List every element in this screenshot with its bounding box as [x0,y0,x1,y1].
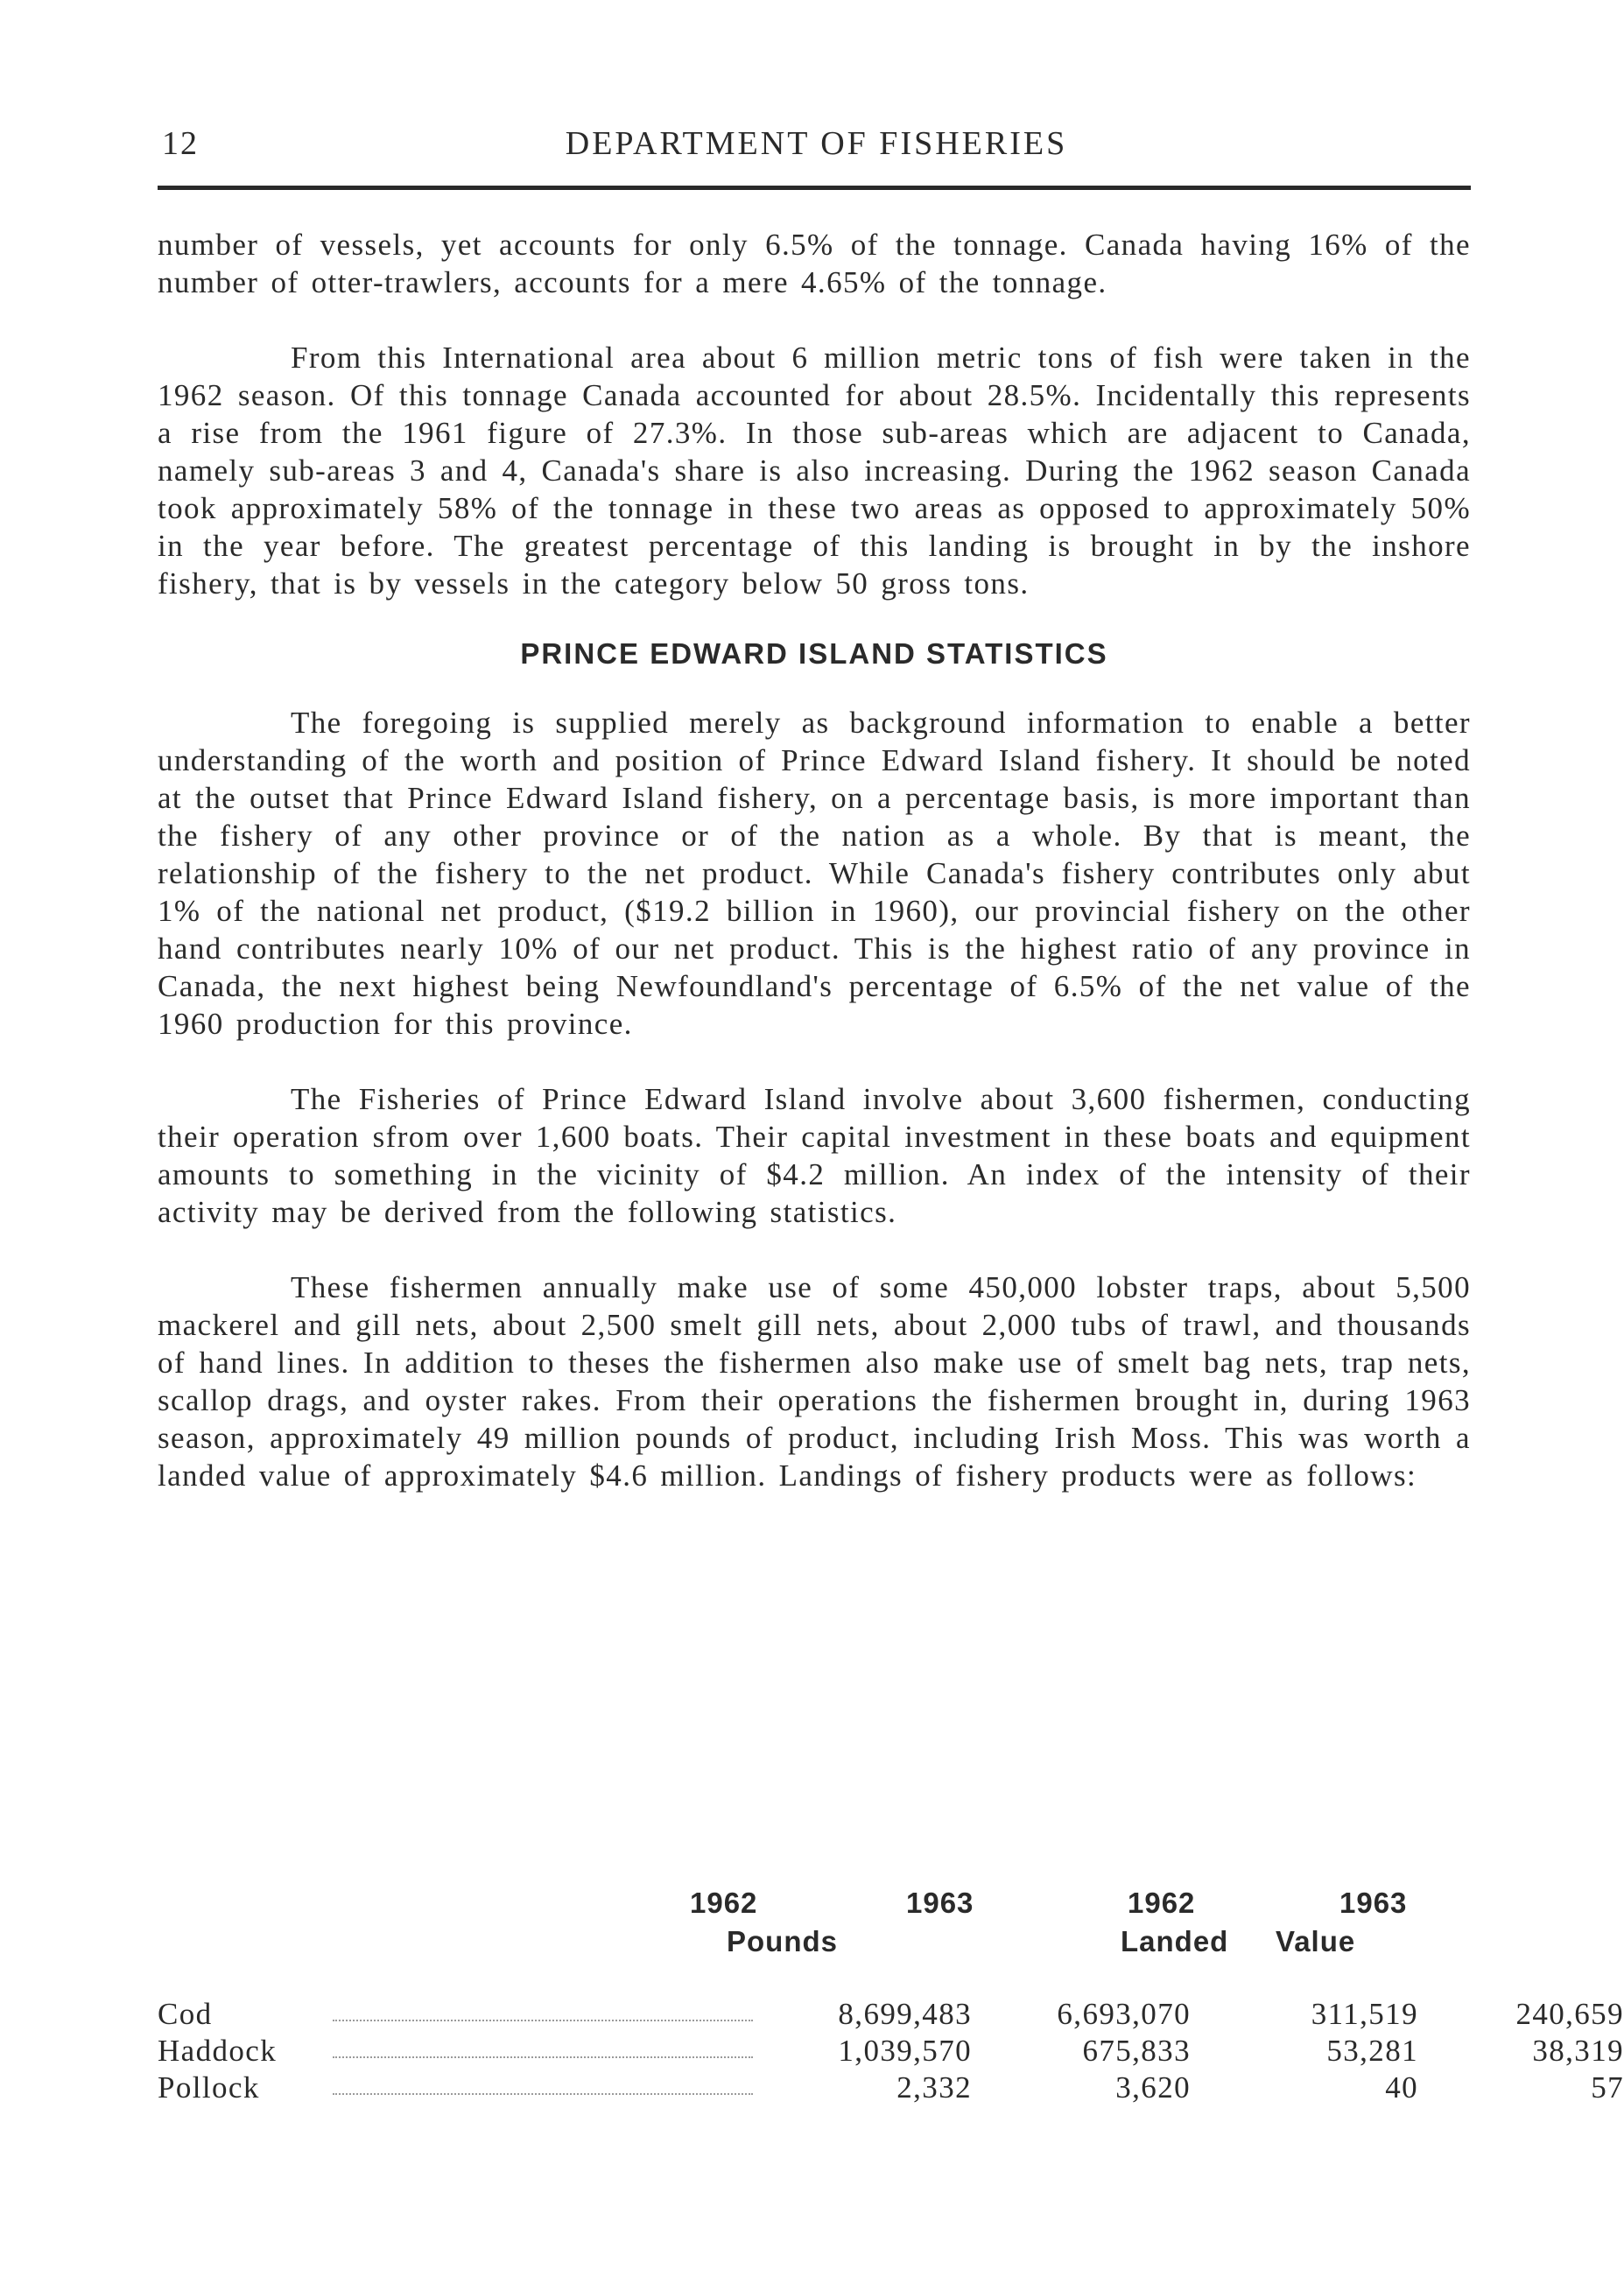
table-row [158,1997,1624,2034]
running-head: DEPARTMENT OF FISHERIES [565,125,1068,162]
section-title: PRINCE EDWARD ISLAND STATISTICS [520,637,1108,670]
value-1962-cell: 40 [1385,2070,1418,2105]
value-1963-cell: 57 [1591,2070,1624,2105]
pounds-1962-cell: 2,332 [896,2070,972,2105]
page-number: 12 [162,125,199,162]
species-label: Pollock [158,2070,260,2105]
species-label: Haddock [158,2034,278,2068]
table-row [158,2070,1624,2107]
column-subheader-pounds: Pounds [727,1925,838,1957]
species-label: Cod [158,1997,213,2031]
paragraph-international-area: From this International area about 6 million metric tons of fish were taken in the 1962 season. Of this tonnage Canada accounted for about 28.5%. Incidentally this represents a rise from the 1961 figure of 27.3%. In those sub-areas which are adjacent to Canada, namely sub-areas 3 and 4, Canada's share is also increasing. During the 1962 season Canada took approximately 58% of the tonnage in these two areas as opposed to approximately 50% in the year before. The greatest percentage of this landing is brought in by the inshore fishery, that is by vessels in the category below 50 gross tons. [158,341,1471,601]
column-header-pounds-1962: 1962 [690,1887,758,1919]
paragraph-continuation: number of vessels, yet accounts for only 6.5% of the tonnage. Canada having 16% of the number of otter-trawlers, accounts for a mere 4.65% of the tonnage. [158,228,1471,299]
column-header-value-1962: 1962 [1128,1887,1196,1919]
paragraph-fishermen: The Fisheries of Prince Edward Island involve about 3,600 fishermen, conducting their operation sfrom over 1,600 boats. Their capital investment in these boats and equipment amounts to something in the vicinity of $4.2 million. An index of the intensity of their activity may be derived from the following statistics. [158,1082,1471,1229]
table-row [158,2034,1624,2070]
page-header [162,124,1471,177]
landings-table [158,1887,1624,2107]
value-1962-cell: 53,281 [1326,2034,1418,2068]
value-1962-cell: 311,519 [1311,1997,1418,2031]
table-header-units [158,1925,1471,1964]
column-header-value-1963: 1963 [1339,1887,1408,1919]
pounds-1963-cell: 3,620 [1115,2070,1191,2105]
header-rule [158,186,1471,190]
pounds-1962-cell: 8,699,483 [838,1997,972,2031]
pounds-1963-cell: 675,833 [1082,2034,1191,2068]
column-header-pounds-1963: 1963 [906,1887,974,1919]
table-header-years [158,1887,1471,1925]
column-subheader-landed: Landed [1121,1925,1229,1957]
value-1963-cell: 38,319 [1532,2034,1624,2068]
paragraph-background: The foregoing is supplied merely as background information to enable a better understanding of the worth and position of Prince Edward Island fishery. It should be noted at the outset that Prince Edward Island fishery, on a percentage basis, is more important than the fishery of any other province or of the nation as a whole. By that is meant, the relationship of the fishery to the net product. While Canada's fishery contributes only abut 1% of the national net product, ($19.2 billion in 1960), our provincial fishery on the other hand contributes nearly 10% of our net product. This is the highest ratio of any province in Canada, the next highest being Newfoundland's percentage of 6.5% of the net value of the 1960 production for this province. [158,706,1471,1041]
pounds-1962-cell: 1,039,570 [838,2034,972,2068]
value-1963-cell: 240,659 [1515,1997,1624,2031]
pounds-1963-cell: 6,693,070 [1057,1997,1191,2031]
paragraph-gear: These fishermen annually make use of some 450,000 lobster traps, about 5,500 mackerel and gill nets, about 2,500 smelt gill nets, about 2,000 tubs of trawl, and thousands of hand lines. In addition to theses the fishermen also make use of smelt bag nets, trap nets, scallop drags, and oyster rakes. From their operations the fishermen brought in, during 1963 season, approximately 49 million pounds of product, including Irish Moss. This was worth a landed value of approximately $4.6 million. Landings of fishery products were as follows: [158,1270,1471,1493]
column-subheader-value: Value [1276,1925,1356,1957]
body-text [158,226,1471,1494]
